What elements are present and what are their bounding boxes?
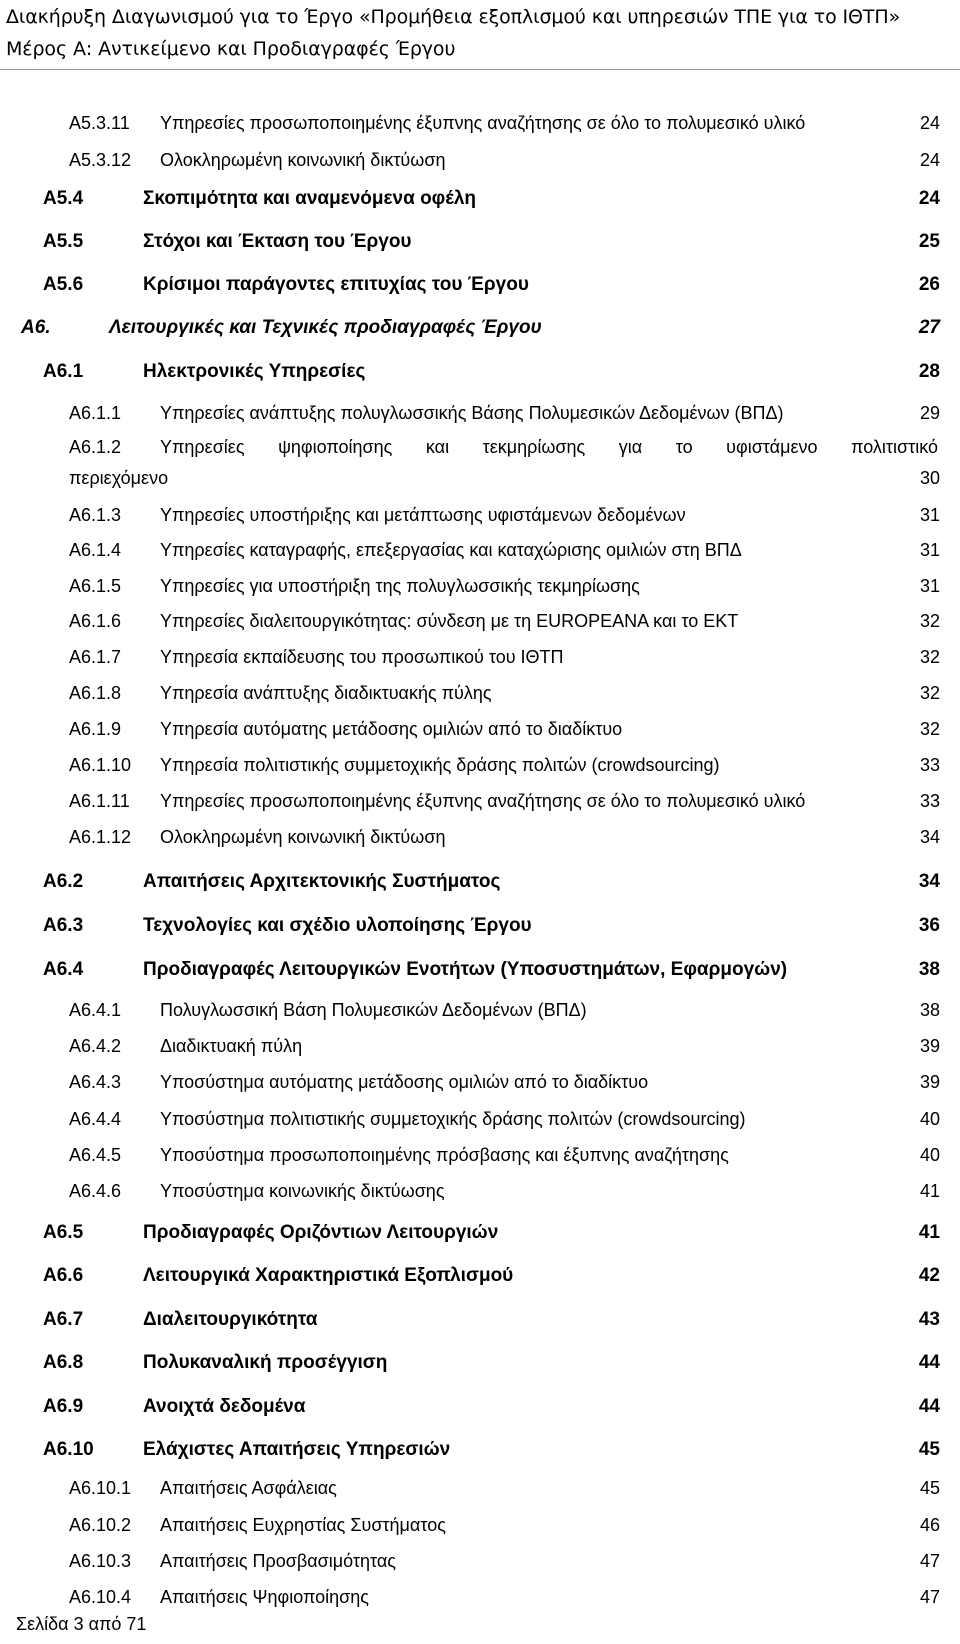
toc-entry[interactable] — [0, 1352, 960, 1380]
toc-entry[interactable] — [0, 959, 960, 987]
toc-entry-title: Πολυκαναλική προσέγγιση — [143, 1352, 388, 1373]
toc-entry-number: Α6.1.5 — [69, 576, 122, 596]
toc-entry-title: Προδιαγραφές Λειτουργικών Ενοτήτων (Υποσυστημάτων, Εφαρμογών) — [143, 959, 788, 980]
toc-entry[interactable] — [0, 505, 960, 531]
toc-entry-page: 24 — [919, 113, 940, 133]
toc-entry-number: Α6.4.1 — [69, 1000, 122, 1020]
toc-entry-title: Υπηρεσίες καταγραφής, επεξεργασίας και καταχώρισης ομιλιών στη ΒΠΔ — [160, 540, 742, 560]
toc-entry[interactable] — [0, 1222, 960, 1250]
toc-entry-title: Απαιτήσεις Αρχιτεκτονικής Συστήματος — [143, 871, 501, 892]
toc-entry-number: Α6.1.1 — [69, 403, 122, 423]
toc-entry-page: 26 — [918, 274, 940, 295]
toc-entry-page: 41 — [918, 1222, 940, 1243]
toc-entry-page: 45 — [918, 1439, 940, 1460]
toc-entry-page: 42 — [918, 1265, 940, 1286]
toc-entry-number: Α6.1.11 — [69, 791, 130, 811]
toc-entry-page: 31 — [919, 540, 940, 560]
toc-entry-title: Πολυγλωσσική Βάση Πολυμεσικών Δεδομένων (ΒΠΔ) — [160, 1000, 587, 1020]
toc-entry-title: Τεχνολογίες και σχέδιο υλοποίησης Έργου — [143, 915, 532, 936]
toc-entry-number: Α6.2 — [43, 871, 84, 892]
toc-entry-title: Ελάχιστες Απαιτήσεις Υπηρεσιών — [143, 1439, 451, 1460]
toc-entry-title: Απαιτήσεις Ευχρηστίας Συστήματος — [160, 1515, 446, 1535]
toc-entry-page: 39 — [919, 1036, 940, 1056]
toc-entry-title: Υπηρεσίες για υποστήριξη της πολυγλωσσικής τεκμηρίωσης — [160, 576, 640, 596]
toc-entry-title: Υπηρεσίες προσωποποιημένης έξυπνης αναζήτησης σε όλο το πολυμεσικό υλικό — [160, 113, 806, 133]
toc-entry[interactable] — [0, 871, 960, 899]
toc-entry-page: 33 — [919, 791, 940, 811]
toc-entry-page: 33 — [919, 755, 940, 775]
toc-entry-page: 32 — [919, 683, 940, 703]
toc-entry[interactable] — [0, 540, 960, 566]
toc-entry-page: 32 — [919, 647, 940, 667]
toc-entry-number: Α6.9 — [43, 1396, 84, 1417]
toc-entry-page: 29 — [919, 403, 940, 423]
toc-entry[interactable] — [0, 361, 960, 389]
toc-entry-number: Α6.4.3 — [69, 1072, 122, 1092]
toc-entry-number: Α6.4.2 — [69, 1036, 122, 1056]
toc-entry-page: 28 — [918, 361, 940, 382]
toc-entry-title: Κρίσιμοι παράγοντες επιτυχίας του Έργου — [143, 274, 529, 295]
toc-entry-number: Α6.1.8 — [69, 683, 122, 703]
toc-entry[interactable] — [0, 1396, 960, 1424]
document-title: Διακήρυξη Διαγωνισμού για το Έργο «Προμήθεια εξοπλισμού και υπηρεσιών ΤΠΕ για το ΙΘΤΠ» — [6, 6, 901, 28]
toc-entry-number: Α6.6 — [43, 1265, 84, 1286]
toc-entry-number: Α6.1 — [43, 361, 84, 382]
toc-entry-page: 32 — [919, 719, 940, 739]
toc-entry-title: Απαιτήσεις Ψηφιοποίησης — [160, 1587, 369, 1607]
document-part-title: Μέρος Α: Αντικείμενο και Προδιαγραφές Έργου — [6, 38, 456, 60]
toc-entry-number: Α6.10.3 — [69, 1551, 132, 1571]
toc-entry-title: Υπηρεσίες ανάπτυξης πολυγλωσσικής Βάσης Πολυμεσικών Δεδομένων (ΒΠΔ) — [160, 403, 784, 423]
toc-entry-title: Υπηρεσίες υποστήριξης και μετάπτωσης υφιστάμενων δεδομένων — [160, 505, 686, 525]
toc-entry[interactable] — [0, 576, 960, 602]
toc-entry-title: Ολοκληρωμένη κοινωνική δικτύωση — [160, 150, 446, 170]
toc-entry[interactable] — [0, 1145, 960, 1171]
toc-entry-title: Υπηρεσία αυτόματης μετάδοσης ομιλιών από το διαδίκτυο — [160, 719, 623, 739]
toc-entry-number: Α6.4.4 — [69, 1109, 122, 1129]
toc-entry-title: Υπηρεσίες ψηφιοποίησης και τεκμηρίωσης για το υφιστάμενο πολιτιστικό — [160, 437, 938, 457]
toc-entry-title: Ηλεκτρονικές Υπηρεσίες — [143, 361, 366, 382]
toc-entry-title: Λειτουργικά Χαρακτηριστικά Εξοπλισμού — [143, 1265, 514, 1286]
toc-entry-title: Υποσύστημα αυτόματης μετάδοσης ομιλιών από το διαδίκτυο — [160, 1072, 649, 1092]
toc-entry-title: Ανοιχτά δεδομένα — [143, 1396, 306, 1417]
toc-entry[interactable] — [0, 683, 960, 709]
toc-entry-number: Α6.1.3 — [69, 505, 122, 525]
toc-entry[interactable] — [0, 791, 960, 817]
toc-entry[interactable] — [0, 1439, 960, 1467]
toc-entry[interactable] — [0, 231, 960, 259]
toc-entry-number: Α6.4.5 — [69, 1145, 122, 1165]
toc-entry-title: Διαλειτουργικότητα — [143, 1309, 318, 1330]
toc-entry-title: Λειτουργικές και Τεχνικές προδιαγραφές Έργου — [109, 317, 542, 338]
toc-entry-page: 24 — [919, 150, 940, 170]
toc-entry-number: Α6.8 — [43, 1352, 84, 1373]
toc-entry[interactable] — [0, 1181, 960, 1207]
toc-entry-number: Α6.4.6 — [69, 1181, 122, 1201]
toc-entry-title: Απαιτήσεις Προσβασιμότητας — [160, 1551, 396, 1571]
toc-entry[interactable] — [0, 1551, 960, 1577]
toc-entry-title: Προδιαγραφές Οριζόντιων Λειτουργιών — [143, 1222, 499, 1243]
toc-entry-page: 32 — [919, 611, 940, 631]
toc-entry-title: Υποσύστημα κοινωνικής δικτύωσης — [160, 1181, 445, 1201]
toc-entry-number: Α5.5 — [43, 231, 84, 252]
toc-entry[interactable] — [0, 1478, 960, 1504]
toc-entry-number: Α6.5 — [43, 1222, 84, 1243]
toc-entry-title: Υποσύστημα πολιτιστικής συμμετοχικής δράσης πολιτών (crowdsourcing) — [160, 1109, 746, 1129]
toc-entry-title: Υπηρεσίες διαλειτουργικότητας: σύνδεση με τη EUROPEANA και το ΕΚΤ — [160, 611, 739, 631]
toc-entry[interactable] — [0, 1072, 960, 1098]
toc-entry[interactable] — [0, 274, 960, 302]
toc-entry-page: 46 — [919, 1515, 940, 1535]
toc-entry[interactable] — [0, 1265, 960, 1293]
toc-entry-number: Α5.3.12 — [69, 150, 132, 170]
toc-entry[interactable] — [0, 113, 960, 139]
toc-entry-page: 30 — [919, 468, 940, 488]
toc-entry-page: 41 — [919, 1181, 940, 1201]
toc-entry-title: Υπηρεσία πολιτιστικής συμμετοχικής δράσης πολιτών (crowdsourcing) — [160, 755, 720, 775]
toc-entry[interactable] — [0, 437, 960, 495]
toc-entry-number: Α6.4 — [43, 959, 84, 980]
toc-entry-page: 45 — [919, 1478, 940, 1498]
toc-entry-number: Α6.1.12 — [69, 827, 132, 847]
toc-entry[interactable] — [0, 755, 960, 781]
toc-entry-title: Σκοπιμότητα και αναμενόμενα οφέλη — [143, 188, 477, 209]
toc-entry-number: Α6.1.10 — [69, 755, 132, 775]
toc-entry-title: Υπηρεσία ανάπτυξης διαδικτυακής πύλης — [160, 683, 492, 703]
toc-entry-page: 44 — [918, 1352, 940, 1373]
toc-entry[interactable] — [0, 150, 960, 176]
toc-entry[interactable] — [0, 1587, 960, 1613]
toc-entry-number: Α6.1.7 — [69, 647, 122, 667]
toc-entry[interactable] — [0, 1000, 960, 1026]
toc-entry-page: 24 — [918, 188, 940, 209]
toc-entry-page: 27 — [918, 317, 940, 338]
toc-entry-page: 25 — [918, 231, 940, 252]
toc-entry-page: 43 — [918, 1309, 940, 1330]
toc-entry-page: 31 — [919, 576, 940, 596]
toc-entry-number: Α6.1.9 — [69, 719, 122, 739]
toc-entry-title: Ολοκληρωμένη κοινωνική δικτύωση — [160, 827, 446, 847]
toc-entry-number: Α6.7 — [43, 1309, 84, 1330]
toc-entry-title-continuation: περιεχόμενο — [69, 468, 169, 488]
toc-entry[interactable] — [0, 915, 960, 943]
toc-entry[interactable] — [0, 403, 960, 429]
toc-entry-page: 40 — [919, 1145, 940, 1165]
toc-entry-page: 31 — [919, 505, 940, 525]
toc-entry-title: Διαδικτυακή πύλη — [160, 1036, 303, 1056]
toc-entry-title: Υπηρεσίες προσωποποιημένης έξυπνης αναζήτησης σε όλο το πολυμεσικό υλικό — [160, 791, 806, 811]
toc-entry-page: 47 — [919, 1587, 940, 1607]
toc-entry[interactable] — [0, 188, 960, 216]
toc-entry-page: 44 — [918, 1396, 940, 1417]
toc-entry-page: 36 — [918, 915, 940, 936]
toc-entry-page: 40 — [919, 1109, 940, 1129]
toc-entry-page: 47 — [919, 1551, 940, 1571]
toc-entry-page: 34 — [918, 871, 940, 892]
toc-entry-number: Α6.3 — [43, 915, 84, 936]
toc-entry[interactable] — [0, 1109, 960, 1135]
toc-entry-number: Α6.10.4 — [69, 1587, 132, 1607]
toc-entry[interactable] — [0, 719, 960, 745]
toc-entry-title: Υποσύστημα προσωποποιημένης πρόσβασης και έξυπνης αναζήτησης — [160, 1145, 729, 1165]
toc-entry-page: 38 — [919, 1000, 940, 1020]
toc-entry-page: 39 — [919, 1072, 940, 1092]
toc-entry-number: Α6.1.2 — [69, 437, 122, 457]
toc-entry-number: Α5.4 — [43, 188, 84, 209]
toc-entry[interactable] — [0, 1515, 960, 1541]
toc-entry-number: Α6.10.1 — [69, 1478, 132, 1498]
toc-entry-number: Α6.10 — [43, 1439, 94, 1460]
toc-entry[interactable] — [0, 317, 960, 345]
toc-entry-page: 34 — [919, 827, 940, 847]
toc-entry-number: Α6.10.2 — [69, 1515, 132, 1535]
toc-entry-title: Απαιτήσεις Ασφάλειας — [160, 1478, 337, 1498]
toc-entry[interactable] — [0, 1309, 960, 1337]
toc-entry-number: Α6.1.4 — [69, 540, 122, 560]
toc-entry[interactable] — [0, 611, 960, 637]
toc-entry[interactable] — [0, 827, 960, 853]
toc-entry-title: Υπηρεσία εκπαίδευσης του προσωπικού του ΙΘΤΠ — [160, 647, 564, 667]
page-number-footer: Σελίδα 3 από 71 — [16, 1614, 147, 1634]
toc-entry-page: 38 — [918, 959, 940, 980]
toc-entry[interactable] — [0, 647, 960, 673]
toc-entry-number: Α5.3.11 — [69, 113, 130, 133]
toc-entry-number: Α6.1.6 — [69, 611, 122, 631]
toc-entry[interactable] — [0, 1036, 960, 1062]
toc-entry-title: Στόχοι και Έκταση του Έργου — [143, 231, 412, 252]
toc-entry-number: Α6. — [21, 317, 51, 338]
toc-entry-number: Α5.6 — [43, 274, 84, 295]
